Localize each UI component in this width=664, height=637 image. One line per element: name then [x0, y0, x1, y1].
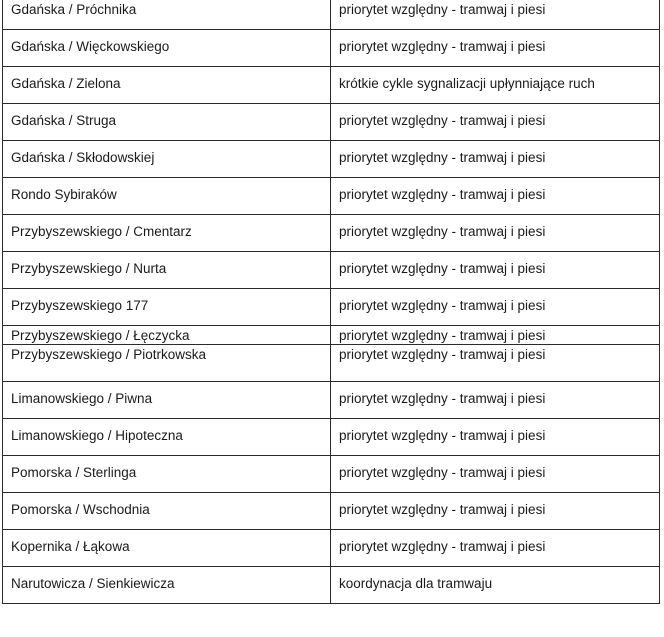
- mode-text: priorytet względny - tramwaj i piesi: [339, 328, 546, 343]
- location-cell: [3, 178, 331, 215]
- location-cell: [3, 252, 331, 289]
- mode-cell: [331, 30, 660, 67]
- mode-text: priorytet względny - tramwaj i piesi: [339, 39, 546, 54]
- location-text: Przybyszewskiego / Cmentarz: [11, 224, 192, 239]
- mode-cell: [331, 0, 660, 30]
- location-text: Gdańska / Zielona: [11, 76, 121, 91]
- mode-text: priorytet względny - tramwaj i piesi: [339, 428, 546, 443]
- table-row: [3, 178, 660, 215]
- mode-cell: [331, 215, 660, 252]
- location-text: Limanowskiego / Hipoteczna: [11, 428, 183, 443]
- mode-cell: [331, 345, 660, 382]
- table-row: [3, 0, 660, 30]
- mode-text: priorytet względny - tramwaj i piesi: [339, 2, 546, 17]
- table-row: [3, 419, 660, 456]
- table-row: [3, 326, 660, 345]
- table-row: [3, 493, 660, 530]
- mode-text: priorytet względny - tramwaj i piesi: [339, 502, 546, 517]
- mode-text: priorytet względny - tramwaj i piesi: [339, 187, 546, 202]
- location-cell: [3, 493, 331, 530]
- table-row: [3, 289, 660, 326]
- mode-cell: [331, 178, 660, 215]
- mode-cell: [331, 141, 660, 178]
- location-text: Przybyszewskiego 177: [11, 298, 149, 313]
- mode-cell: [331, 382, 660, 419]
- mode-cell: [331, 419, 660, 456]
- mode-text: priorytet względny - tramwaj i piesi: [339, 113, 546, 128]
- mode-cell: [331, 289, 660, 326]
- location-cell: [3, 67, 331, 104]
- table-row: [3, 252, 660, 289]
- location-text: Gdańska / Struga: [11, 113, 117, 128]
- traffic-signal-table: [2, 0, 660, 604]
- table-row: [3, 345, 660, 382]
- table-row: [3, 382, 660, 419]
- mode-cell: [331, 456, 660, 493]
- location-text: Gdańska / Skłodowskiej: [11, 150, 155, 165]
- location-cell: [3, 530, 331, 567]
- table-row: [3, 456, 660, 493]
- mode-cell: [331, 567, 660, 604]
- table-row: [3, 30, 660, 67]
- table-row: [3, 104, 660, 141]
- table-row: [3, 141, 660, 178]
- location-cell: [3, 456, 331, 493]
- location-cell: [3, 215, 331, 252]
- location-text: Narutowicza / Sienkiewicza: [11, 576, 175, 591]
- location-text: Przybyszewskiego / Łęczycka: [11, 328, 190, 343]
- table-row: [3, 215, 660, 252]
- mode-text: priorytet względny - tramwaj i piesi: [339, 150, 546, 165]
- location-cell: [3, 419, 331, 456]
- mode-cell: [331, 493, 660, 530]
- location-cell: [3, 345, 331, 382]
- location-cell: [3, 104, 331, 141]
- mode-text: priorytet względny - tramwaj i piesi: [339, 539, 546, 554]
- table-row: [3, 67, 660, 104]
- mode-text: koordynacja dla tramwaju: [339, 576, 493, 591]
- location-cell: [3, 30, 331, 67]
- location-cell: [3, 289, 331, 326]
- mode-cell: [331, 530, 660, 567]
- location-cell: [3, 326, 331, 345]
- table-row: [3, 530, 660, 567]
- mode-text: priorytet względny - tramwaj i piesi: [339, 261, 546, 276]
- location-cell: [3, 382, 331, 419]
- mode-text: priorytet względny - tramwaj i piesi: [339, 298, 546, 313]
- location-text: Kopernika / Łąkowa: [11, 539, 130, 554]
- mode-cell: [331, 326, 660, 345]
- mode-text: priorytet względny - tramwaj i piesi: [339, 465, 546, 480]
- location-text: Przybyszewskiego / Piotrkowska: [11, 347, 207, 362]
- location-text: Przybyszewskiego / Nurta: [11, 261, 167, 276]
- location-cell: [3, 567, 331, 604]
- location-cell: [3, 0, 331, 30]
- mode-cell: [331, 67, 660, 104]
- mode-text: priorytet względny - tramwaj i piesi: [339, 224, 546, 239]
- location-text: Gdańska / Więckowskiego: [11, 39, 170, 54]
- location-cell: [3, 141, 331, 178]
- location-text: Pomorska / Wschodnia: [11, 502, 150, 517]
- mode-text: krótkie cykle sygnalizacji upłynniające ruch: [339, 76, 595, 91]
- mode-text: priorytet względny - tramwaj i piesi: [339, 347, 546, 362]
- location-text: Rondo Sybiraków: [11, 187, 117, 202]
- location-text: Limanowskiego / Piwna: [11, 391, 153, 406]
- location-text: Gdańska / Próchnika: [11, 2, 137, 17]
- location-text: Pomorska / Sterlinga: [11, 465, 137, 480]
- mode-cell: [331, 252, 660, 289]
- mode-cell: [331, 104, 660, 141]
- mode-text: priorytet względny - tramwaj i piesi: [339, 391, 546, 406]
- table-row: [3, 567, 660, 604]
